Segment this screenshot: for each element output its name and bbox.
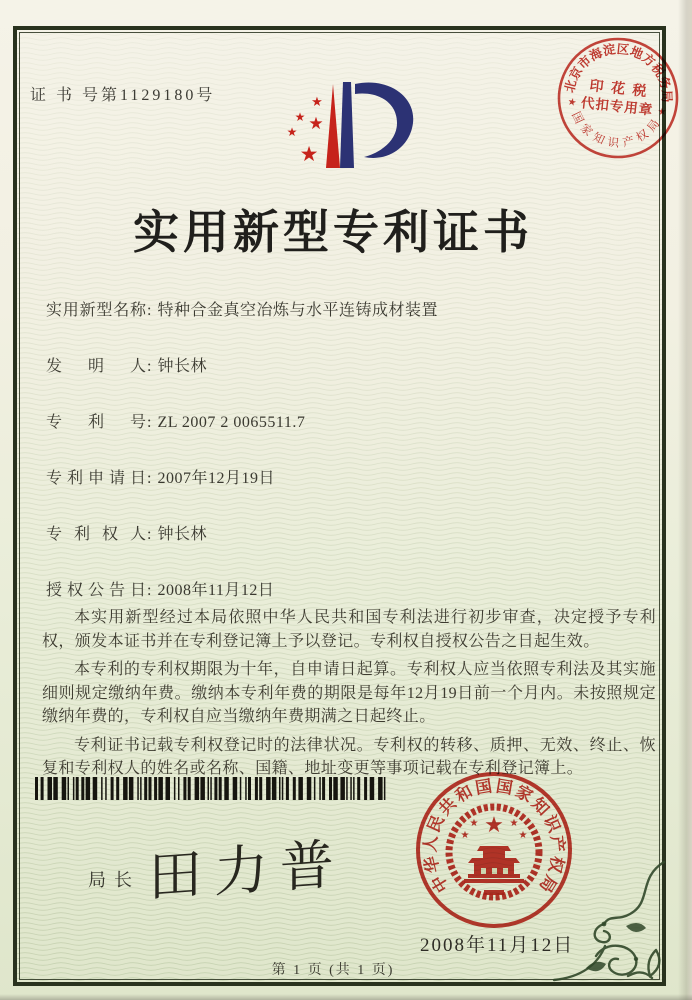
scan-edge-shadow-bottom (0, 994, 692, 1000)
svg-text:和: 和 (452, 781, 476, 807)
svg-text:华: 华 (420, 854, 444, 875)
legal-paragraph: 专利证书记载专利权登记时的法律状况。专利权的转移、质押、无效、终止、恢复和专利权人的姓名或名称、国籍、地址变更等事项记载在专利登记簿上。 (42, 736, 656, 777)
emblem-gate-roof-top (477, 846, 511, 851)
svg-text:京: 京 (566, 64, 586, 83)
svg-text:海: 海 (587, 45, 605, 64)
field-colon: : (147, 470, 152, 487)
svg-text:识: 识 (540, 812, 565, 836)
svg-text:国: 国 (473, 776, 494, 798)
logo-red-wedge (326, 84, 340, 168)
svg-text:权: 权 (634, 128, 651, 145)
legal-paragraph: 本实用新型经过本局依照中华人民共和国专利法进行初步审查，决定授予专利权，颁发本证书并在专利登记簿上予以登记。专利权自授权公告之日起生效。 (42, 609, 656, 650)
field-colon: : (147, 414, 152, 431)
field-label: 发明人 (46, 358, 146, 375)
field-value: 钟长林 (157, 358, 207, 375)
tax-seal-center-line1: 印 花 税 (588, 79, 650, 101)
tax-seal-center-line2: 代扣专用章 (580, 95, 654, 118)
star-icon: ★ (518, 830, 528, 841)
field-utility-model-name (46, 297, 438, 320)
svg-text:中: 中 (427, 871, 453, 896)
svg-text:民: 民 (423, 812, 448, 836)
svg-text:区: 区 (616, 42, 631, 58)
emblem-gate-arch (481, 868, 486, 874)
star-icon: ★ (484, 812, 504, 837)
field-grant-publication-date (46, 577, 274, 600)
svg-text:北: 北 (562, 78, 580, 95)
field-label: 专利权人 (46, 526, 146, 543)
svg-text:知: 知 (590, 131, 607, 148)
star-icon: ★ (509, 818, 519, 829)
logo-blue-p-bowl (355, 83, 413, 158)
field-value: 2008年11月12日 (157, 582, 275, 599)
emblem-gate-arch (492, 868, 497, 874)
svg-text:方: 方 (639, 50, 658, 70)
svg-text:★: ★ (656, 105, 670, 118)
svg-text:市: 市 (575, 53, 595, 72)
field-patentee (46, 521, 207, 544)
tax-stamp-seal (539, 19, 692, 177)
svg-text:税: 税 (648, 61, 668, 80)
star-icon: ★ (308, 114, 324, 134)
star-icon: ★ (469, 818, 479, 829)
star-icon: ★ (286, 125, 298, 139)
svg-text:人: 人 (420, 834, 441, 853)
field-colon: : (147, 582, 152, 599)
emblem-gate-platform (468, 874, 520, 878)
field-value: 钟长林 (157, 526, 207, 543)
page-number-footer: 第 1 页 (共 1 页) (271, 963, 395, 978)
legal-paragraph: 本专利的专利权期限为十年，自申请日起算。专利权人应当依照专利法及其实施细则规定缴纳年费。缴纳本专利年费的期限是每年12月19日前一个月内。未按照规定缴纳年费的，专利权自应当缴纳年费期满之日起终止。 (42, 661, 656, 725)
svg-text:局: 局 (535, 871, 561, 896)
field-colon: : (147, 526, 152, 543)
star-icon: ★ (299, 142, 319, 166)
field-label: 授权公告日 (46, 582, 146, 599)
svg-text:家: 家 (512, 781, 536, 807)
svg-text:产: 产 (621, 135, 636, 150)
svg-text:国: 国 (494, 776, 515, 798)
svg-text:产: 产 (547, 834, 568, 853)
field-colon: : (147, 302, 152, 319)
emblem-gate-arch (503, 868, 508, 874)
svg-text:地: 地 (628, 44, 645, 62)
field-label: 专利号 (46, 414, 146, 431)
seal-issue-date: 2008年11月12日 (420, 935, 575, 956)
emblem-gate-tower (483, 851, 505, 858)
emblem-gate-roof-mid (468, 858, 520, 863)
star-icon: ★ (311, 95, 323, 110)
field-label: 专利申请日 (46, 470, 146, 487)
logo-blue-bar (340, 82, 354, 168)
svg-text:权: 权 (544, 854, 568, 875)
svg-text:识: 识 (606, 136, 620, 150)
svg-text:局: 局 (645, 117, 663, 135)
field-inventor (46, 353, 207, 376)
sipo-logo (276, 76, 424, 180)
national-emblem (449, 807, 539, 897)
svg-text:务: 务 (655, 74, 673, 91)
star-icon: ★ (460, 830, 470, 841)
svg-text:知: 知 (527, 793, 554, 819)
scan-edge-shadow-right (678, 0, 692, 1000)
field-value: ZL 2007 2 0065511.7 (157, 414, 306, 431)
certificate-number: 证 书 号第1129180号 (30, 87, 216, 104)
svg-text:淀: 淀 (601, 42, 617, 59)
svg-text:共: 共 (434, 793, 461, 819)
field-value: 特种合金真空冶炼与水平连铸成材装置 (157, 302, 438, 319)
star-icon: ★ (294, 110, 306, 124)
svg-text:国: 国 (569, 110, 585, 126)
svg-text:★: ★ (565, 97, 578, 108)
certificate-title: 实用新型专利证书 (133, 207, 533, 258)
emblem-ribbon (484, 890, 504, 895)
emblem-gate-platform (464, 879, 524, 883)
director-role-label: 局长 (88, 870, 140, 890)
field-patent-number (46, 409, 305, 432)
director-signature: 田力普 (148, 834, 346, 908)
field-value: 2007年12月19日 (157, 470, 275, 487)
field-label: 实用新型名称 (46, 302, 146, 319)
corner-flourish-ornament (535, 858, 668, 986)
field-colon: : (147, 358, 152, 375)
svg-text:家: 家 (577, 122, 595, 139)
barcode (35, 777, 387, 800)
legal-text-block (42, 606, 656, 786)
field-filing-date (46, 465, 275, 488)
svg-text:局: 局 (659, 89, 674, 103)
